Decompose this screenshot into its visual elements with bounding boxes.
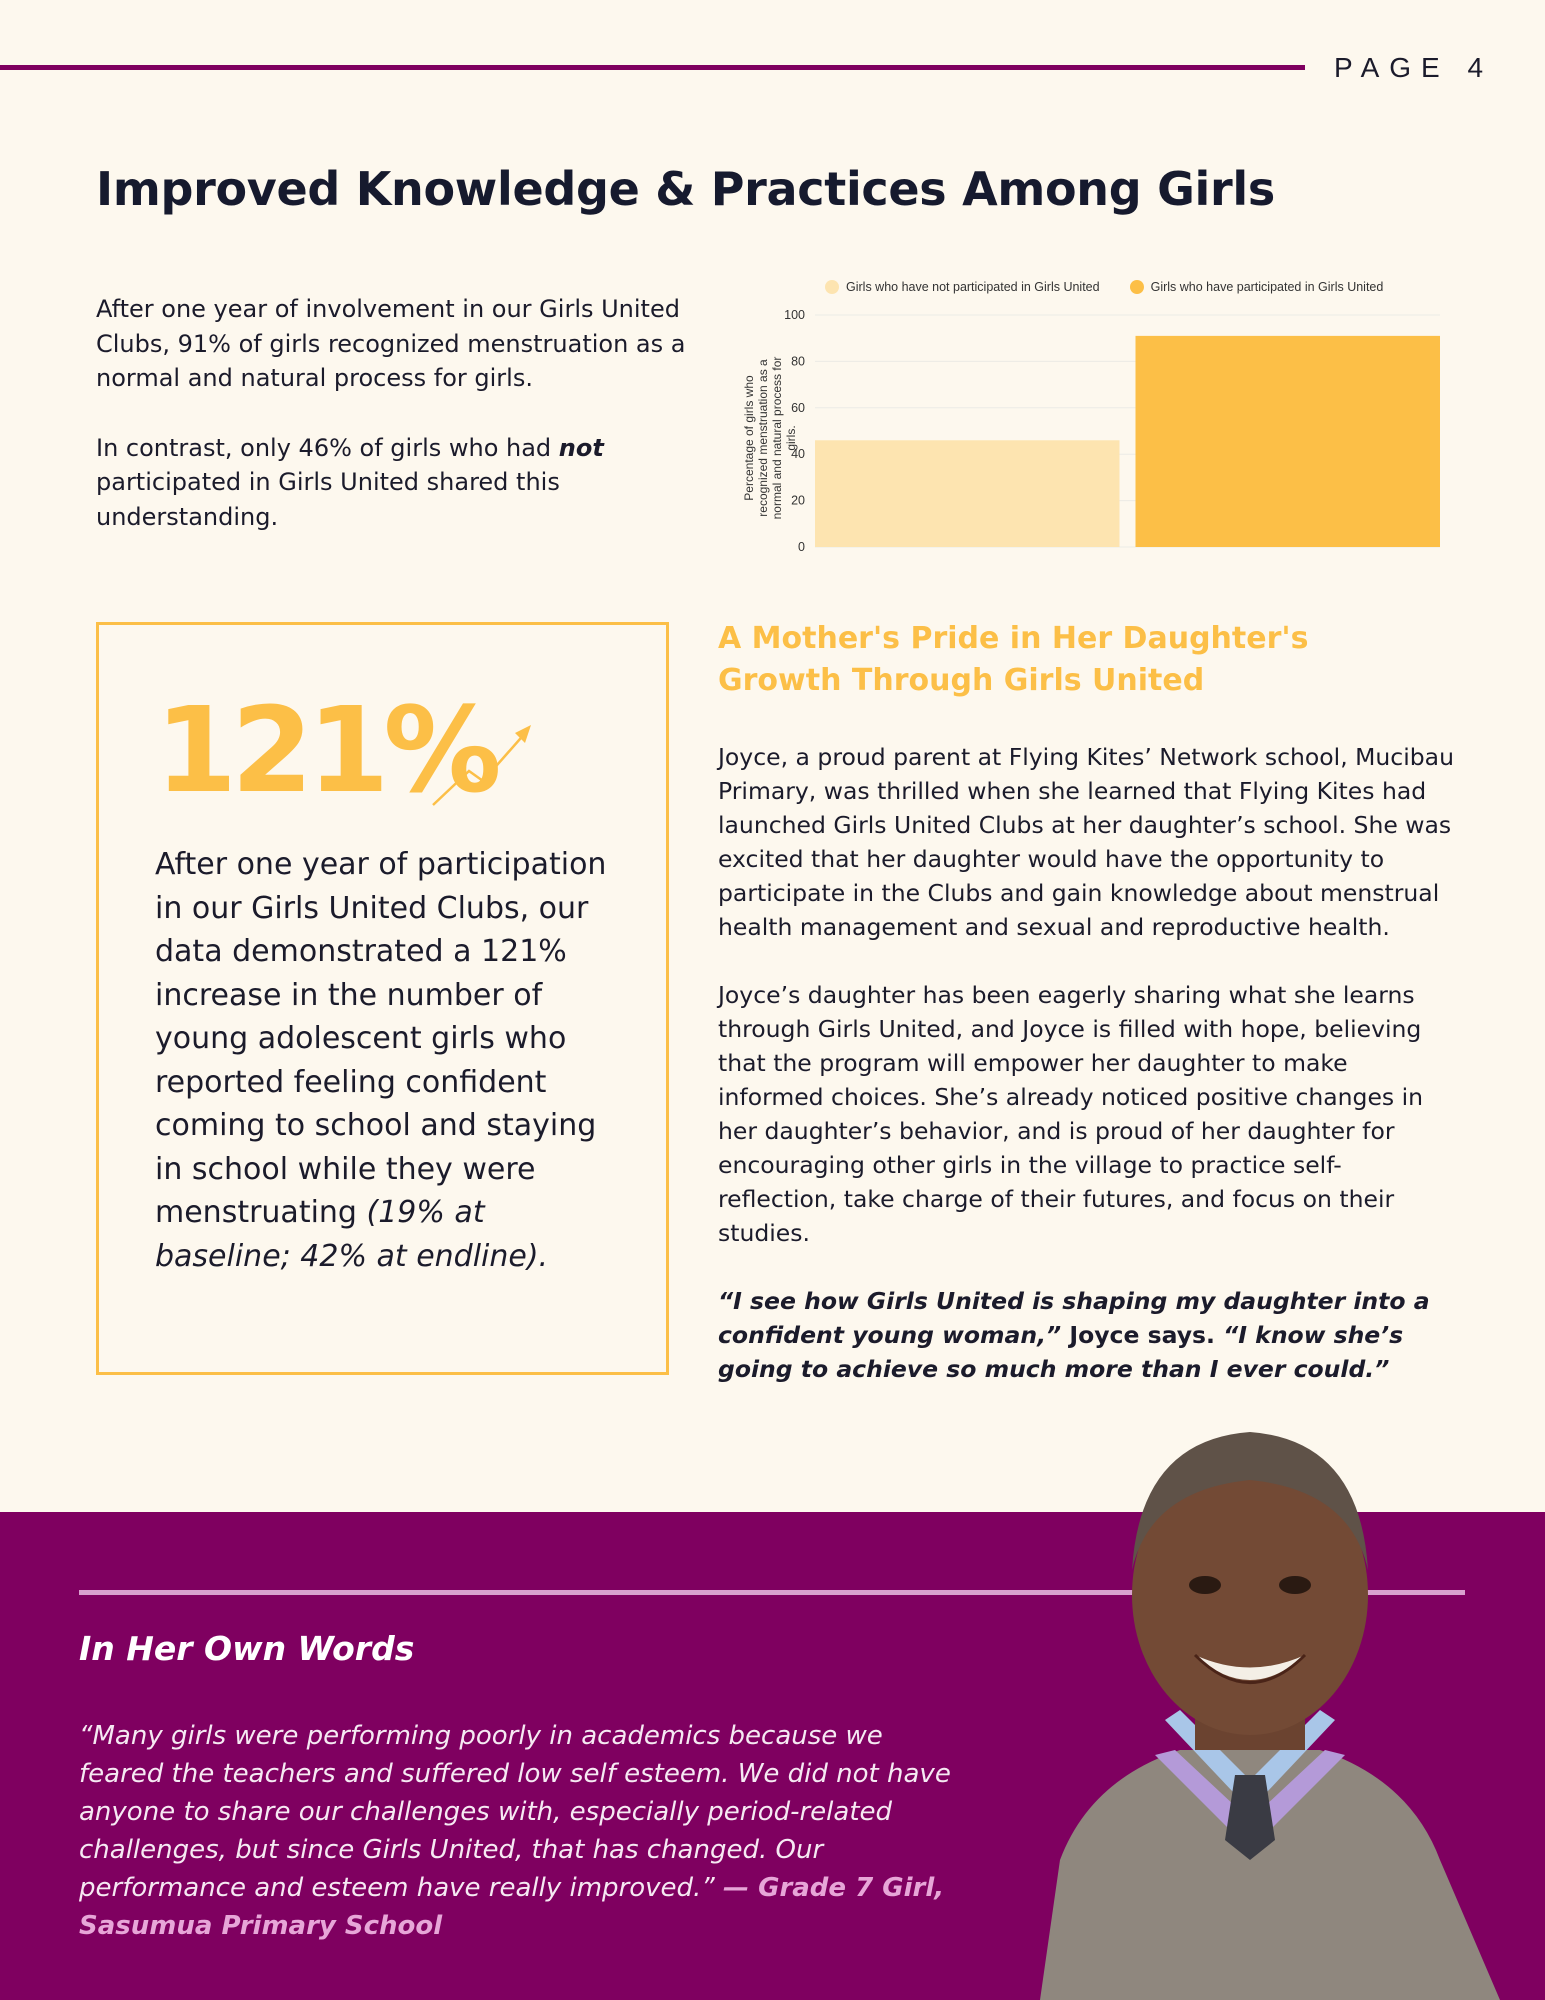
emphasis-not: not (558, 433, 604, 462)
y-tick-label: 60 (791, 400, 805, 415)
story-paragraph-2: Joyce’s daughter has been eagerly sharing what she learns through Girls United, and Joyce is filled with hope, believing that the program will empower her daughter to make informed choices. She’s already noticed positive changes in her daughter’s behavior, and is proud of her daughter for encouraging other girls in the village to practice self-reflection, take charge of their futures, and focus on their studies. (718, 981, 1424, 1247)
stat-number: 121% (155, 681, 496, 819)
story-quote: “I see how Girls United is shaping my daughter into a confident young woman,” Joyce says. “I know she’s going to achieve so much more than I ever could.” (718, 1287, 1430, 1383)
bar-chart (720, 270, 1440, 560)
intro-paragraph-2: In contrast, only 46% of girls who had not participated in Girls United shared this understanding. (96, 433, 604, 531)
trend-up-arrow-icon (431, 709, 531, 809)
y-tick-label: 0 (798, 540, 805, 554)
bar-participated (1136, 336, 1441, 547)
stat-callout-box (96, 622, 669, 1375)
bar-not-participated (815, 440, 1120, 547)
testimonial-attribution: — Grade 7 Girl, Sasumua Primary School (79, 1873, 945, 1941)
band-title: In Her Own Words (79, 1629, 415, 1668)
y-tick-label: 100 (784, 308, 805, 322)
page-number: PAGE 4 (1334, 52, 1494, 83)
testimonial-quote: “Many girls were performing poorly in academics because we feared the teachers and suffered low self esteem. We did not have anyone to share our challenges with, especially period-related challenges, but since Girls United, that has changed. Our performance and esteem have really improved.” — Grade 7 Girl, Sasumua Primary School (79, 1721, 951, 1941)
chart-y-axis-label: Percentage of girls who recognized menstruation as a normal and natural process for girls. (742, 356, 798, 520)
story-heading: A Mother's Pride in Her Daughter's Growth Through Girls United (718, 621, 1309, 698)
stat-description: After one year of participation in our Girls United Clubs, our data demonstrated a 121% increase in the number of young adolescent girls who reported feeling confident coming to school and staying in school while they were menstruating (19% at baseline; 42% at endline). (155, 847, 607, 1274)
story-paragraph-1: Joyce, a proud parent at Flying Kites’ Network school, Mucibau Primary, was thrilled when she learned that Flying Kites had launched Girls United Clubs at her daughter’s school. She was excited that her daughter would have the opportunity to participate in the Clubs and gain knowledge about menstrual health management and sexual and reproductive health. (718, 743, 1454, 941)
y-tick-label: 80 (791, 354, 805, 369)
chart-plot-area (720, 270, 1440, 560)
intro-paragraph-1: After one year of involvement in our Girls United Clubs, 91% of girls recognized menstruation as a normal and natural process for girls. (96, 295, 686, 392)
legend-item-not-participated: Girls who have not participated in Girls United (825, 280, 1100, 294)
y-tick-label: 40 (791, 447, 805, 462)
header-rule (0, 65, 1305, 70)
story-body (718, 740, 1458, 1386)
student-portrait-image (980, 1420, 1520, 2000)
y-tick-label: 20 (791, 493, 805, 508)
intro-text (96, 292, 686, 534)
page-title: Improved Knowledge & Practices Among Girls (96, 162, 1275, 216)
legend-item-participated: Girls who have participated in Girls United (1130, 280, 1384, 294)
